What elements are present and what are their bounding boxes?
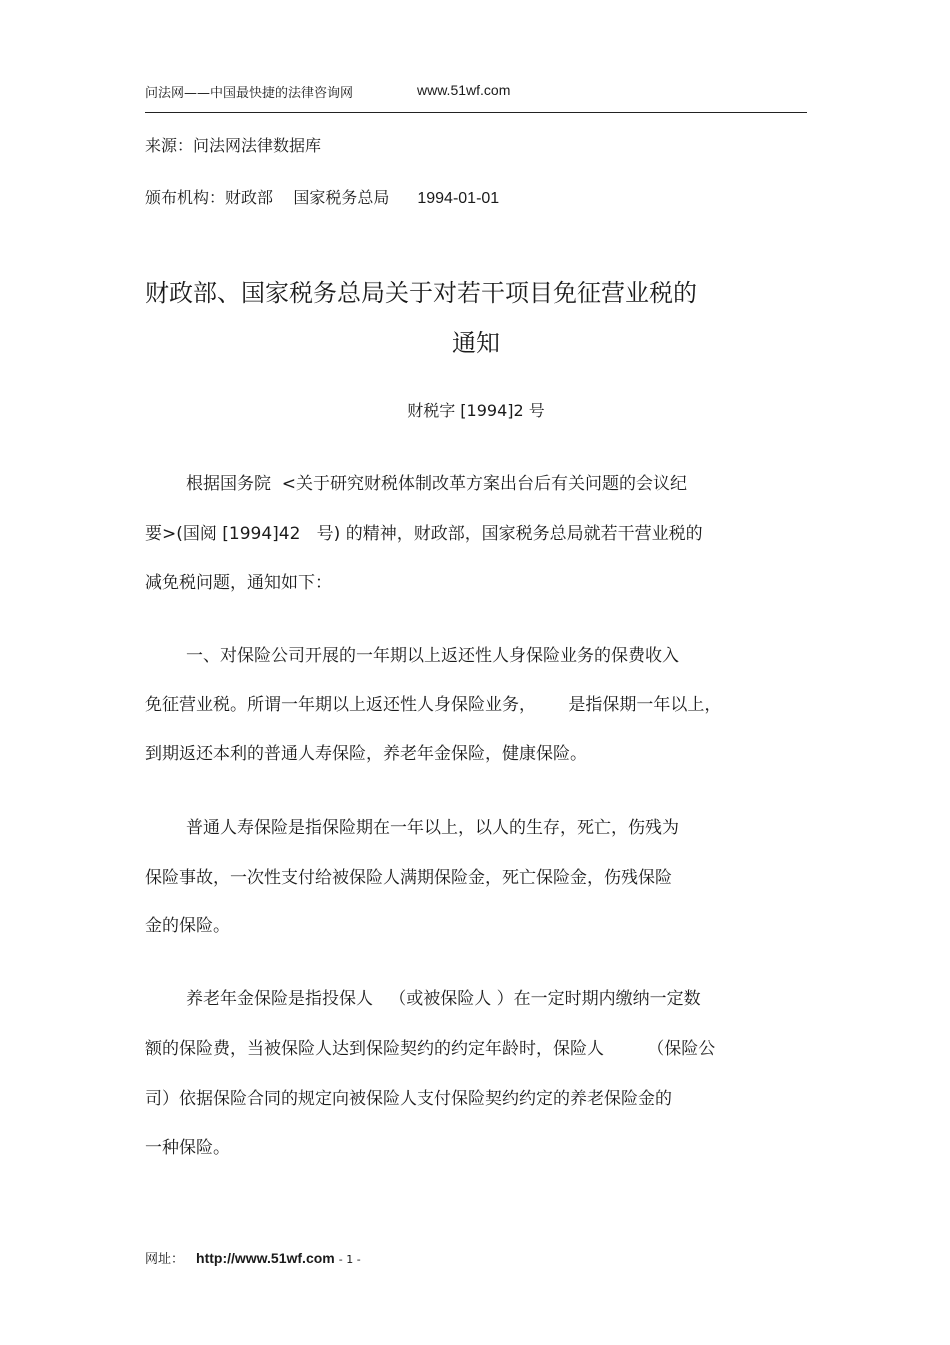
source-line: 来源：问法网法律数据库 <box>145 136 322 155</box>
body-line: 减免税问题，通知如下： <box>145 573 332 593</box>
issuer-text: 颁布机构：财政部 国家税务总局 <box>145 188 390 207</box>
body-line: 保险事故，一次性支付给被保险人满期保险金，死亡保险金，伤残保险 <box>145 868 672 888</box>
page-number: - 1 - <box>338 1253 361 1266</box>
page-header <box>145 80 807 113</box>
body-line: 到期返还本利的普通人寿保险，养老年金保险，健康保险。 <box>145 744 587 764</box>
issuer-line <box>145 185 499 208</box>
page-footer <box>145 1248 361 1267</box>
document-title-line-1: 财政部、国家税务总局关于对若干项目免征营业税的 <box>145 279 697 307</box>
issue-date: 1994-01-01 <box>417 190 500 207</box>
body-line: 要>(国阅 [1994]42 号) 的精神，财政部，国家税务总局就若干营业税的 <box>145 524 703 544</box>
body-line: 根据国务院 <关于研究财税体制改革方案出台后有关问题的会议纪 <box>186 474 688 494</box>
document-title-line-2: 通知 <box>452 329 500 357</box>
body-line: 一种保险。 <box>145 1138 230 1158</box>
body-line: 一、对保险公司开展的一年期以上返还性人身保险业务的保费收入 <box>186 646 679 666</box>
site-slogan: 问法网——中国最快捷的法律咨询网 <box>145 86 354 101</box>
body-line: 金的保险。 <box>145 916 230 936</box>
site-url-link[interactable]: www.51wf.com <box>417 82 511 98</box>
body-line: 普通人寿保险是指保险期在一年以上，以人的生存，死亡，伤残为 <box>186 818 679 838</box>
footer-url-link[interactable]: http://www.51wf.com <box>196 1250 335 1266</box>
body-line: 额的保险费，当被保险人达到保险契约的约定年龄时，保险人 （保险公 <box>145 1039 716 1059</box>
body-line: 司）依据保险合同的规定向被保险人支付保险契约约定的养老保险金的 <box>145 1089 672 1109</box>
body-line: 养老年金保险是指投保人 （或被保险人 ）在一定时期内缴纳一定数 <box>186 989 701 1009</box>
document-number: 财税字 [1994]2 号 <box>407 401 545 420</box>
footer-label: 网址： <box>145 1252 185 1267</box>
body-line: 免征营业税。所谓一年期以上返还性人身保险业务， 是指保期一年以上， <box>145 695 722 715</box>
